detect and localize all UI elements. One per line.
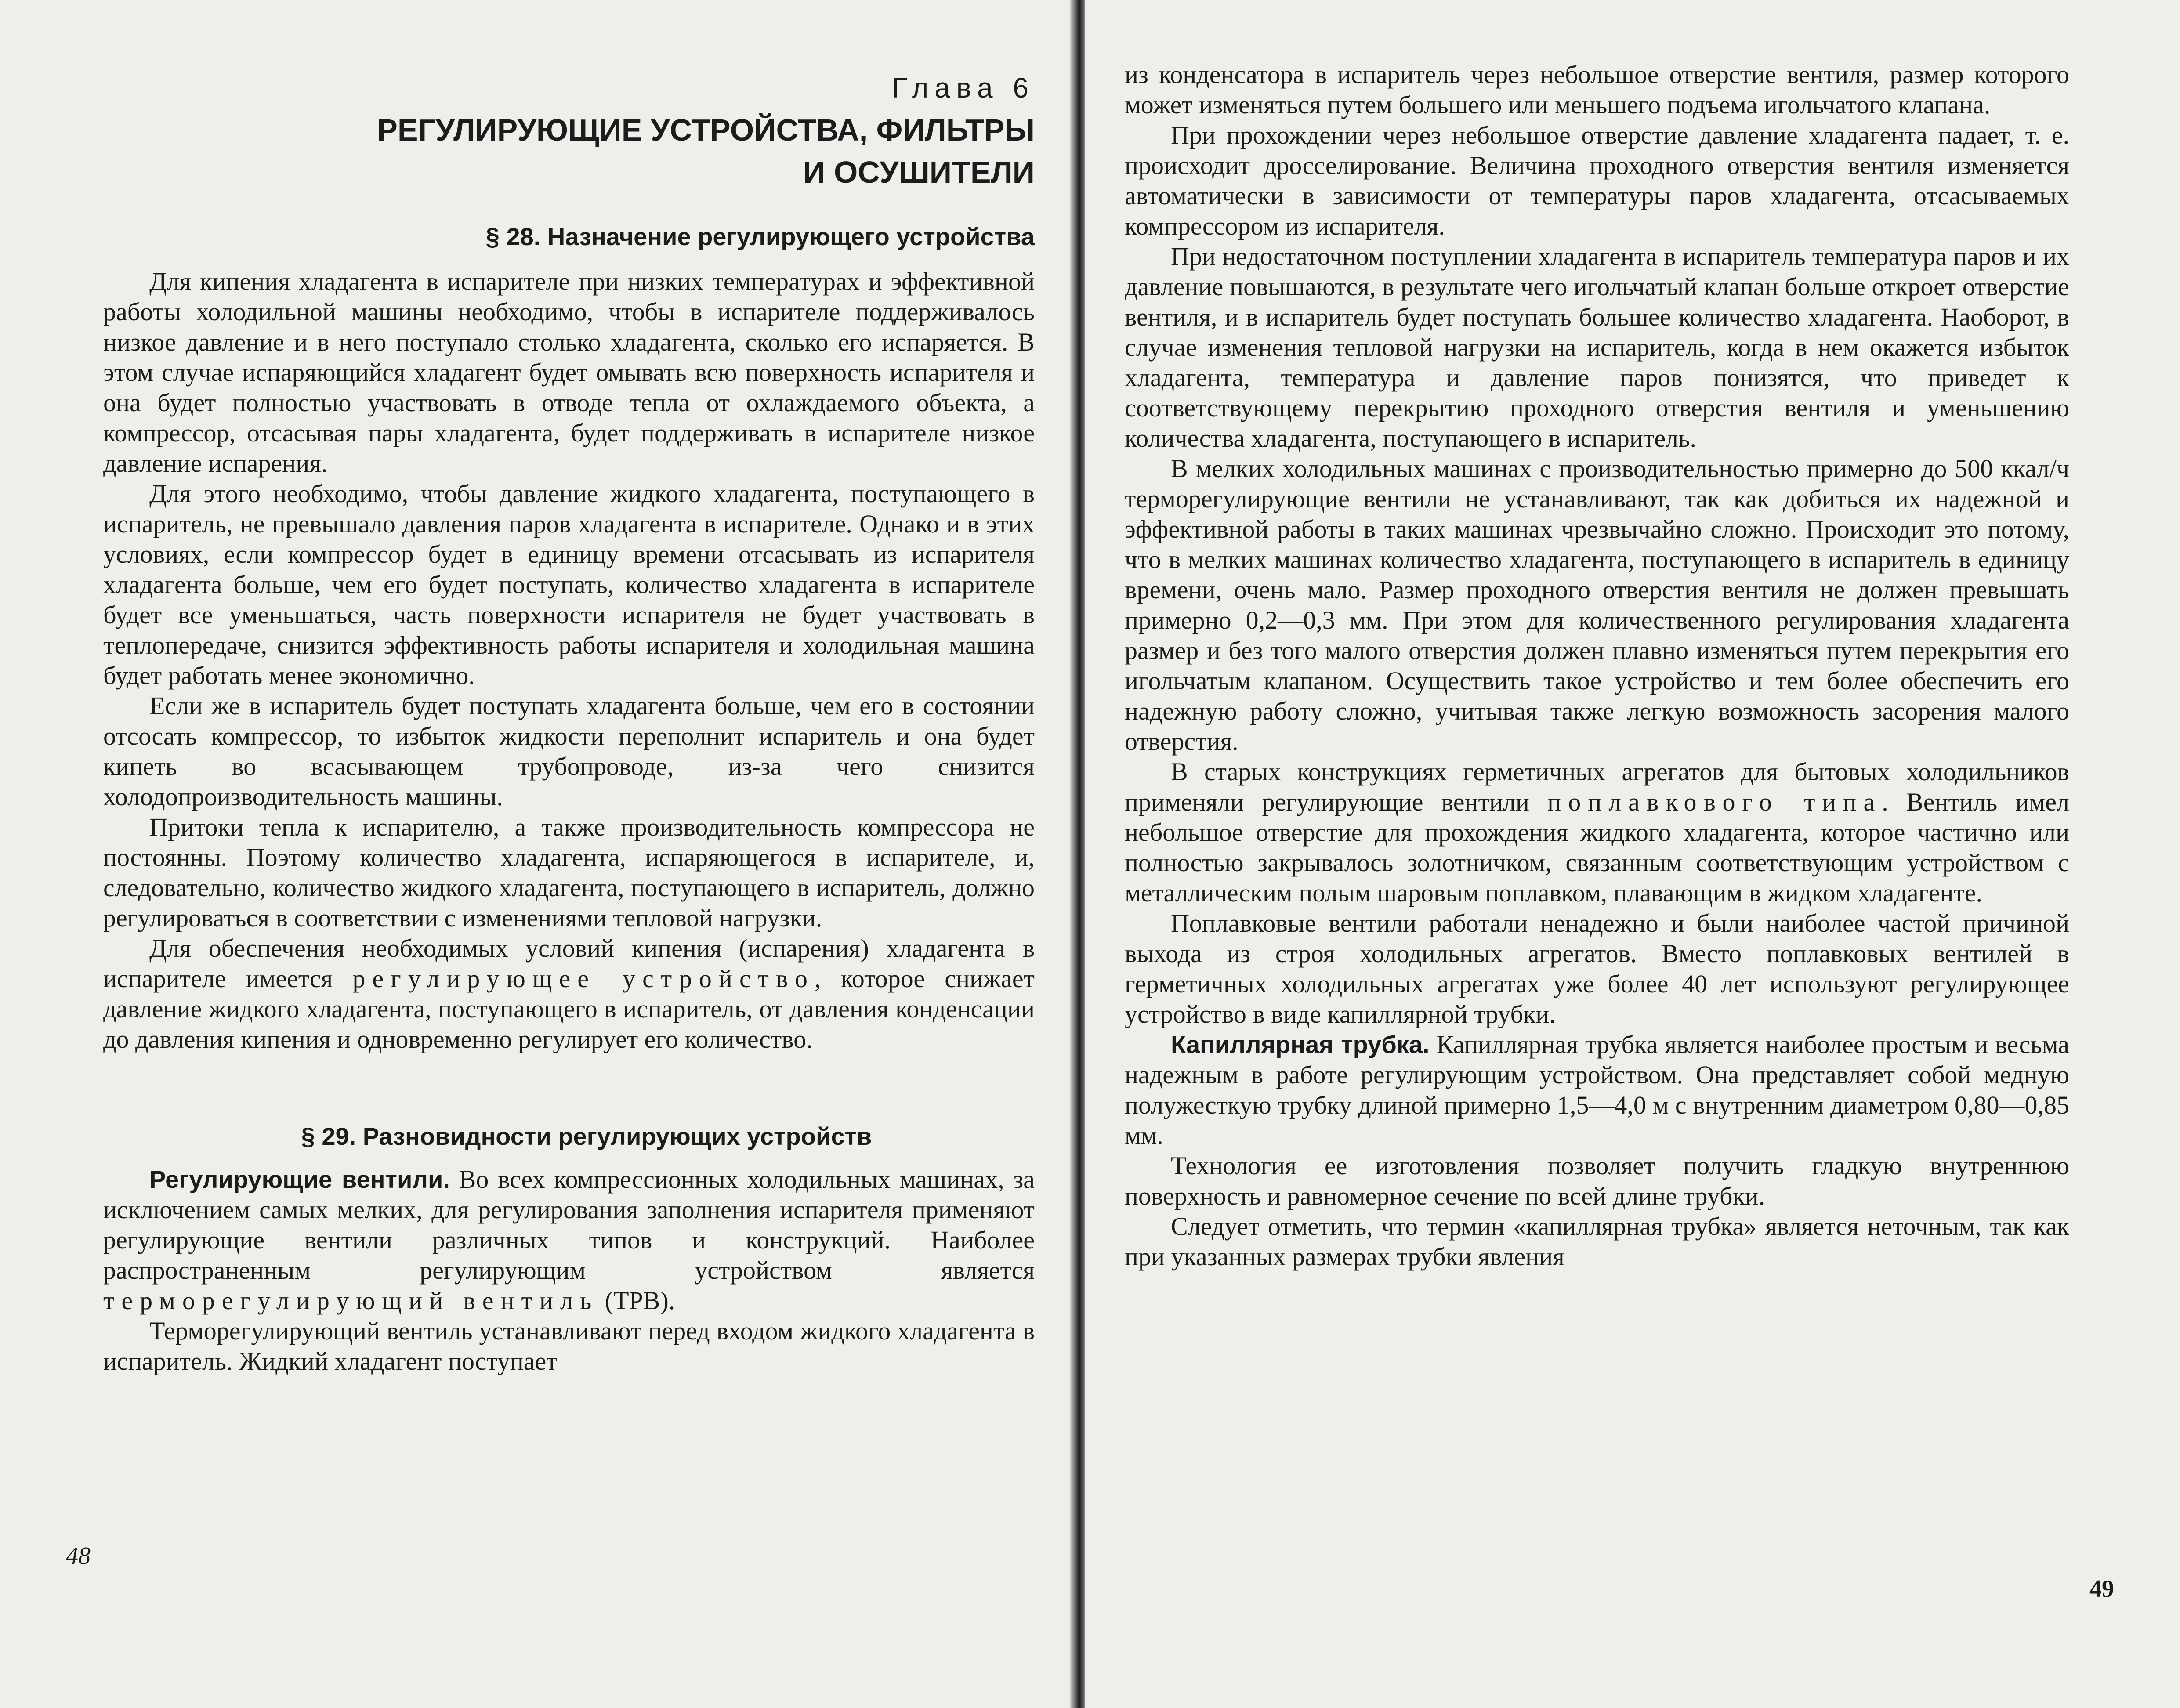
section-29-heading: § 29. Разновидности регулирующих устройств (301, 1122, 872, 1150)
paragraph (103, 1164, 1035, 1316)
text-run: Капиллярная трубка является наиболее простым и весьма надежным в работе регулирующим устройством. Она представляет собой медную полужесткую трубку длиной примерно 1,5—4,0 м с внутренним диаметром 0,80—0,85 мм. (1125, 1030, 2069, 1150)
left-page-content (103, 70, 1035, 1376)
paragraph: Притоки тепла к испарителю, а также производительность компрессора не постоянны. Поэтому количество хладагента, испаряющегося в испарителе, и, следовательно, количество жидкого хладагента, поступающего в испаритель, должно регулироваться в соответствии с изменениями тепловой нагрузки. (103, 813, 1035, 932)
page-number: 49 (2089, 1575, 2114, 1603)
text-run: , которое снижает давление жидкого хладагента, поступающего в испаритель, от давления конденсации до давления кипения и одновременно регулирует его количество. (103, 964, 1035, 1053)
paragraph (1125, 756, 2069, 908)
paragraph (1125, 1029, 2069, 1151)
text-run: Во всех компрессионных холодильных машинах, за исключением самых мелких, для регулирования заполнения испарителя применяют регулирующие вентили различных типов и конструкций. Наиболее распространенным регулирующим устройством является (103, 1165, 1035, 1285)
spaced-term: терморегулирующий вентиль (103, 1286, 599, 1315)
text-run: Для обеспечения необходимых условий кипения (испарения) хладагента в испарителе имеется (103, 934, 1035, 993)
paragraph: При недостаточном поступлении хладагента в испаритель температура паров и их давление повышаются, в результате чего игольчатый клапан больше откроет отверстие вентиля, и в испаритель будет поступать большее количество хладагента. Наоборот, в случае изменения тепловой нагрузки на испаритель, когда в нем окажется избыток хладагента, температура и давление паров понизятся, что приведет к соответствующему перекрытию проходного отверстия вентиля и уменьшению количества хладагента, поступающего в испаритель. (1125, 242, 2069, 452)
paragraph: Если же в испаритель будет поступать хладагента больше, чем его в состоянии отсосать компрессор, то избыток жидкости переполнит испаритель и она будет кипеть во всасывающем трубопроводе, из-за чего снизится холодопроизводительность машины. (103, 691, 1035, 811)
paragraph: В мелких холодильных машинах с производительностью примерно до 500 ккал/ч терморегулирующие вентили не устанавливают, так как добиться их надежной и эффективной работы в таких машинах чрезвычайно сложно. Происходит это потому, что в мелких машинах количество хладагента, поступающего в испаритель в единицу времени, очень мало. Размер проходного отверстия вентиля не должен превышать примерно 0,2—0,3 мм. При этом для количественного регулирования хладагента размер и без того малого отверстия должен плавно изменяться путем перекрытия его игольчатым клапаном. Осуществить такое устройство и тем более обеспечить его надежную работу сложно, учитывая также легкую возможность засорения малого отверстия. (1125, 454, 2069, 756)
chapter-title-line1: РЕГУЛИРУЮЩИЕ УСТРОЙСТВА, ФИЛЬТРЫ (377, 113, 1035, 147)
chapter-title-line2: И ОСУШИТЕЛИ (803, 155, 1035, 189)
paragraph: Поплавковые вентили работали ненадежно и были наиболее частой причиной выхода из строя холодильных агрегатов. Вместо поплавковых вентилей в герметичных холодильных агрегатах уже более 40 лет используют регулирующее устройство в виде капиллярной трубки. (1125, 909, 2069, 1028)
chapter-title (103, 109, 1035, 193)
right-page (1085, 0, 2180, 1708)
run-in-heading: Капиллярная трубка. (1171, 1031, 1430, 1058)
right-page-content (1125, 59, 2069, 1272)
run-in-heading: Регулирующие вентили. (149, 1165, 450, 1193)
page-number: 48 (66, 1542, 91, 1570)
chapter-label: Глава 6 (892, 72, 1035, 104)
left-page (0, 0, 1072, 1708)
paragraph: Терморегулирующий вентиль устанавливают перед входом жидкого хладагента в испаритель. Жидкий хладагент поступает (103, 1317, 1035, 1375)
paragraph: Для кипения хладагента в испарителе при низких температурах и эффективной работы холодильной машины необходимо, чтобы в испарителе поддерживалось низкое давление и в него поступало столько хладагента, сколько его испаряется. В этом случае испаряющийся хладагент будет омывать всю поверхность испарителя и она будет полностью участвовать в отводе тепла от охлаждаемого объекта, а компрессор, отсасывая пары хладагента, будет поддерживать в испарителе низкое давление испарения. (103, 267, 1035, 478)
text-run: (ТРВ). (598, 1286, 675, 1315)
paragraph: При прохождении через небольшое отверстие давление хладагента падает, т. е. происходит дросселирование. Величина проходного отверстия вентиля изменяется автоматически в зависимости от температуры паров хладагента, отсасываемых компрессором из испарителя. (1125, 121, 2069, 240)
paragraph: Следует отметить, что термин «капиллярная трубка» является неточным, так как при указанных размерах трубки явления (1125, 1212, 2069, 1271)
book-gutter (1070, 0, 1087, 1708)
text-run: . Вентиль имел небольшое отверстие для прохождения жидкого хладагента, которое частично или полностью закрывалось золотничком, связанным соответствующим устройством с металлическим полым шаровым поплавком, плавающим в жидком хладагенте. (1125, 788, 2069, 907)
paragraph: из конденсатора в испаритель через небольшое отверстие вентиля, размер которого может изменяться путем большего или меньшего подъема игольчатого клапана. (1125, 60, 2069, 119)
section-28-heading: § 28. Назначение регулирующего устройства (485, 223, 1035, 250)
paragraph (103, 933, 1035, 1054)
spaced-term: поплавкового типа (1547, 788, 1882, 816)
spaced-term: регулирующее устройство (352, 964, 815, 993)
text-run: В старых конструкциях герметичных агрегатов для бытовых холодильников применяли регулирующие вентили (1125, 757, 2069, 816)
paragraph: Технология ее изготовления позволяет получить гладкую внутреннюю поверхность и равномерное сечение по всей длине трубки. (1125, 1151, 2069, 1210)
paragraph: Для этого необходимо, чтобы давление жидкого хладагента, поступающего в испаритель, не превышало давления паров хладагента в испарителе. Однако и в этих условиях, если компрессор будет в единицу времени отсасывать из испарителя хладагента больше, чем его будет поступать, количество хладагента в испарителе будет все уменьшаться, часть поверхности испарителя не будет участвовать в теплопередаче, снизится эффективность работы испарителя и холодильная машина будет работать менее экономично. (103, 479, 1035, 690)
